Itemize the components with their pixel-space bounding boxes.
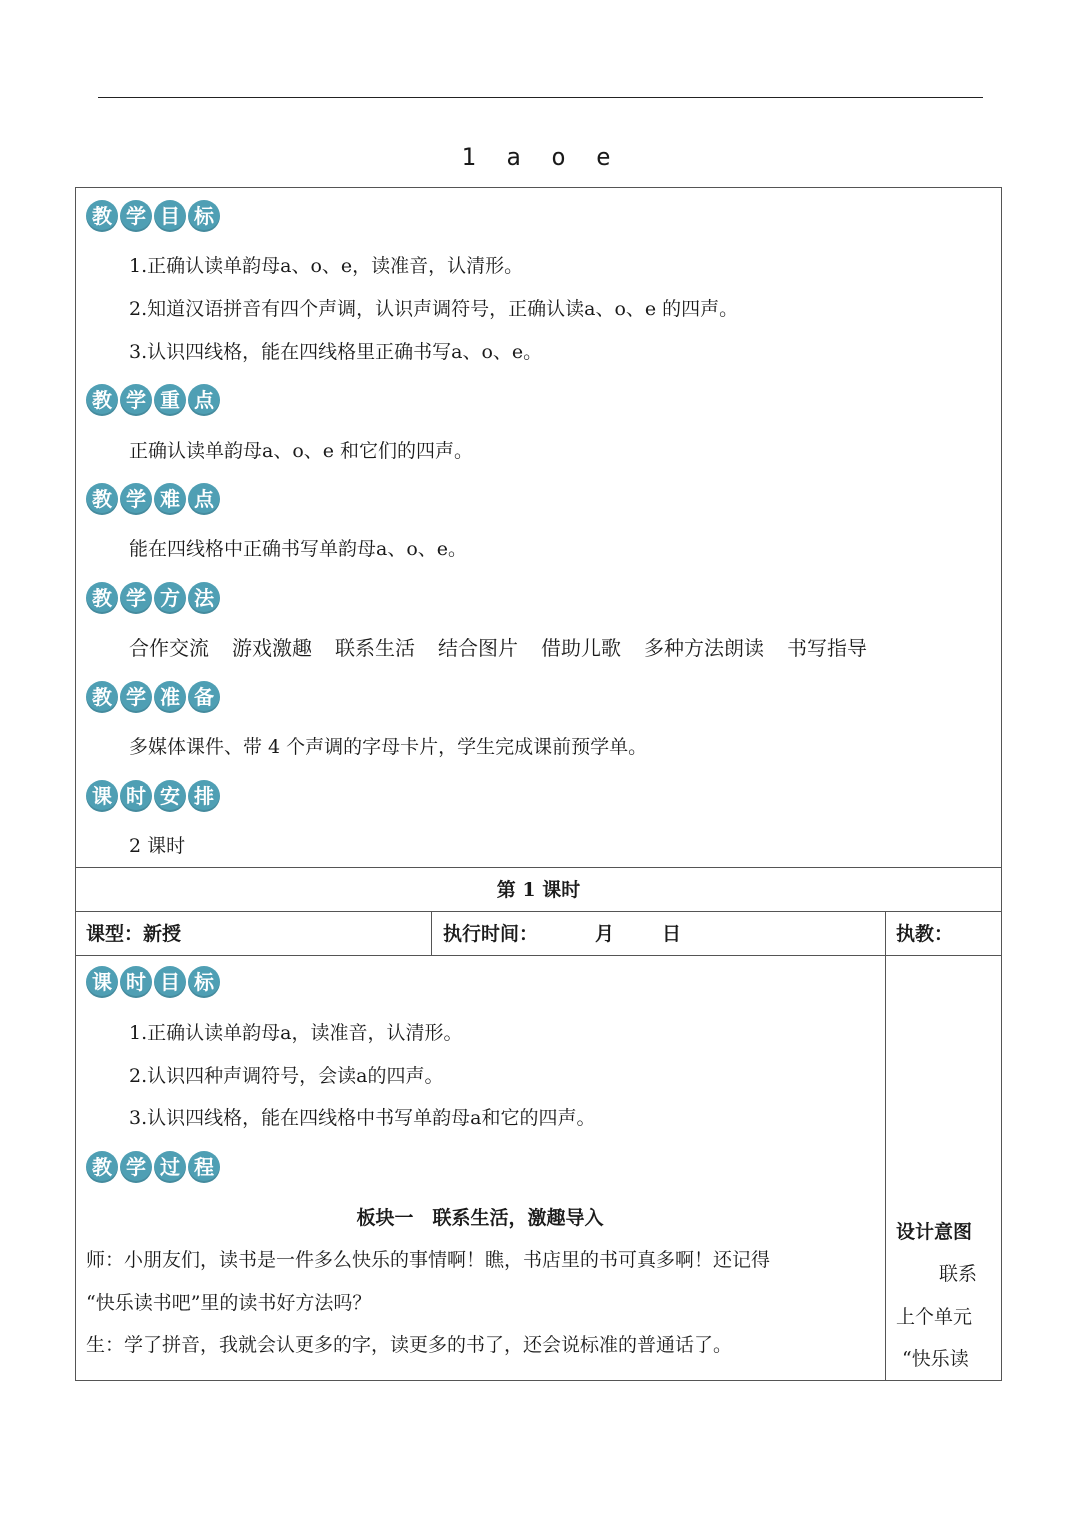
table-divider xyxy=(75,955,1002,956)
method-item: 借助儿歌 xyxy=(541,636,621,660)
dialogue-line: “快乐读书吧”里的读书好方法吗？ xyxy=(86,1292,372,1314)
table-divider xyxy=(75,867,1002,868)
badge-schedule: 课 时 安 排 xyxy=(86,780,220,812)
lesson-header: 第 1 课时 xyxy=(496,879,581,901)
method-item: 联系生活 xyxy=(335,636,415,660)
badge-methods: 教 学 方 法 xyxy=(86,582,220,614)
method-item: 游戏激趣 xyxy=(232,636,312,660)
teacher-label: 执教： xyxy=(896,923,954,945)
month-label: 月 xyxy=(595,923,615,945)
dialogue-line: 生：学了拼音，我就会认更多的字，读更多的书了，还会说标准的普通话了。 xyxy=(86,1334,733,1356)
table-divider xyxy=(431,911,432,955)
difficulties-text: 能在四线格中正确书写单韵母a、o、e。 xyxy=(129,538,468,560)
method-item: 结合图片 xyxy=(438,636,518,660)
lesson-type: 课型：新授 xyxy=(86,923,182,945)
dialogue-line: 师：小朋友们，读书是一件多么快乐的事情啊！瞧，书店里的书可真多啊！还记得 xyxy=(86,1249,771,1271)
table-divider xyxy=(885,911,886,1381)
methods-list xyxy=(129,635,867,661)
objective-item: 1.正确认读单韵母a，读准音，认清形。 xyxy=(129,1022,463,1044)
badge-teaching-process: 教 学 过 程 xyxy=(86,1151,220,1183)
goal-item: 2.知道汉语拼音有四个声调，认识声调符号，正确认读a、o、e 的四声。 xyxy=(129,298,739,320)
page-title: 1 a o e xyxy=(461,143,619,171)
goal-item: 3.认识四线格，能在四线格里正确书写a、o、e。 xyxy=(129,341,543,363)
key-points-text: 正确认读单韵母a、o、e 和它们的四声。 xyxy=(129,440,474,462)
design-intent-line: 上个单元 xyxy=(896,1306,973,1328)
design-intent-line: “快乐读 xyxy=(902,1348,969,1370)
design-intent-heading: 设计意图 xyxy=(896,1221,973,1243)
objective-item: 2.认识四种声调符号，会读a的四声。 xyxy=(129,1065,444,1087)
day-label: 日 xyxy=(662,923,682,945)
block-title: 板块一 联系生活，激趣导入 xyxy=(356,1207,604,1229)
preparation-text: 多媒体课件、带 4 个声调的字母卡片，学生完成课前预学单。 xyxy=(129,736,648,758)
schedule-text: 2 课时 xyxy=(129,835,186,857)
badge-preparation: 教 学 准 备 xyxy=(86,681,220,713)
method-item: 合作交流 xyxy=(129,636,209,660)
badge-lesson-objectives: 课 时 目 标 xyxy=(86,966,220,998)
objective-item: 3.认识四线格，能在四线格中书写单韵母a和它的四声。 xyxy=(129,1107,596,1129)
goal-item: 1.正确认读单韵母a、o、e，读准音，认清形。 xyxy=(129,255,524,277)
design-intent-line: 联系 xyxy=(939,1263,978,1285)
table-divider xyxy=(75,911,1002,912)
badge-key-points: 教 学 重 点 xyxy=(86,384,220,416)
badge-teaching-goals: 教 学 目 标 xyxy=(86,200,220,232)
method-item: 书写指导 xyxy=(787,636,867,660)
badge-difficulties: 教 学 难 点 xyxy=(86,483,220,515)
execution-time-label: 执行时间： xyxy=(443,923,539,945)
method-item: 多种方法朗读 xyxy=(644,636,764,660)
header-rule xyxy=(98,97,983,98)
